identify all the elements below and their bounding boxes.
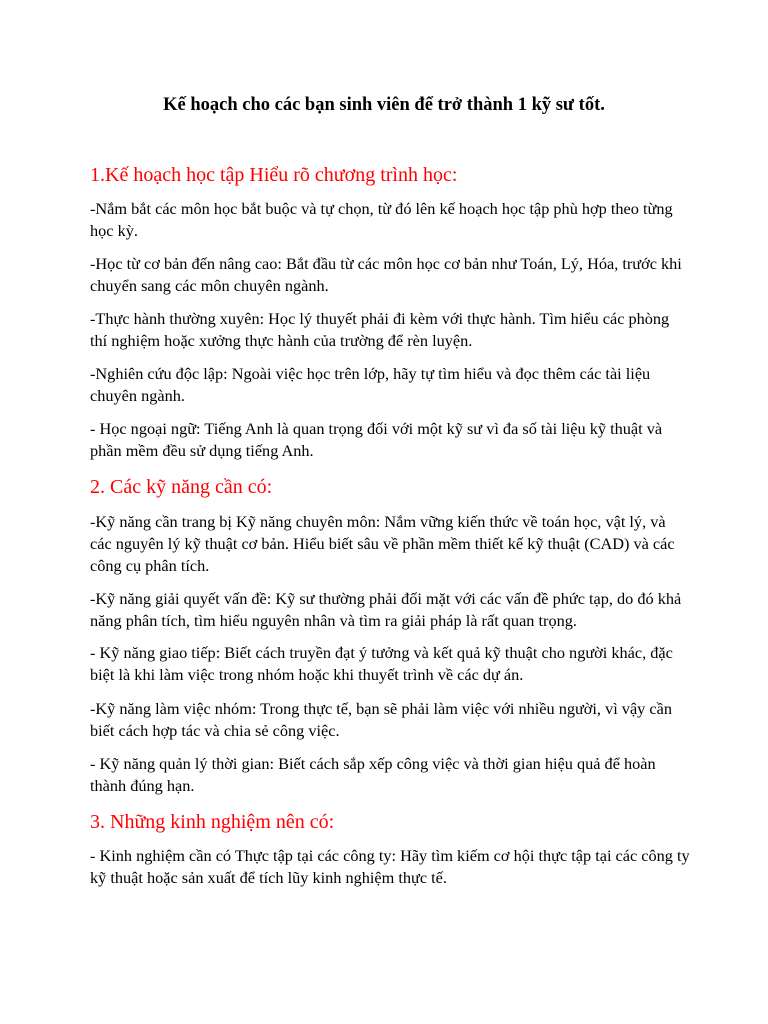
section-heading-study-plan: 1.Kế hoạch học tập Hiểu rõ chương trình học: [90, 164, 458, 186]
paragraph: -Nghiên cứu độc lập: Ngoài việc học trên lớp, hãy tự tìm hiểu và đọc thêm các tài liệu chuyên ngành. [90, 364, 651, 405]
section-heading-experience: 3. Những kinh nghiệm nên có: [90, 811, 335, 833]
section-heading-skills: 2. Các kỹ năng cần có: [90, 476, 273, 498]
document-title: Kế hoạch cho các bạn sinh viên để trở thành 1 kỹ sư tốt. [163, 95, 605, 115]
paragraph: - Kinh nghiệm cần có Thực tập tại các công ty: Hãy tìm kiếm cơ hội thực tập tại các công ty kỹ thuật hoặc sản xuất để tích lũy kinh nghiệm thực tế. [90, 846, 690, 887]
paragraph: -Kỹ năng làm việc nhóm: Trong thực tế, bạn sẽ phải làm việc với nhiều người, vì vậy cần biết cách hợp tác và chia sẻ công việc. [90, 699, 672, 740]
paragraph: - Học ngoại ngữ: Tiếng Anh là quan trọng đối với một kỹ sư vì đa số tài liệu kỹ thuật và phần mềm đều sử dụng tiếng Anh. [90, 419, 663, 460]
paragraph: -Kỹ năng cần trang bị Kỹ năng chuyên môn: Nắm vững kiến thức về toán học, vật lý, và các nguyên lý kỹ thuật cơ bản. Hiểu biết sâu về phần mềm thiết kế kỹ thuật (CAD) và các công cụ phân tích. [90, 512, 675, 575]
paragraph: -Nắm bắt các môn học bắt buộc và tự chọn, từ đó lên kế hoạch học tập phù hợp theo từng học kỳ. [90, 199, 673, 240]
paragraph: -Kỹ năng giải quyết vấn đề: Kỹ sư thường phải đối mặt với các vấn đề phức tạp, do đó khả năng phân tích, tìm hiểu nguyên nhân và tìm ra giải pháp là rất quan trọng. [90, 589, 682, 630]
paragraph: -Học từ cơ bản đến nâng cao: Bắt đầu từ các môn học cơ bản như Toán, Lý, Hóa, trước khi chuyển sang các môn chuyên ngành. [90, 254, 682, 295]
paragraph: - Kỹ năng giao tiếp: Biết cách truyền đạt ý tưởng và kết quả kỹ thuật cho người khác, đặc biệt là khi làm việc trong nhóm hoặc khi thuyết trình về các dự án. [90, 643, 673, 684]
paragraph: - Kỹ năng quản lý thời gian: Biết cách sắp xếp công việc và thời gian hiệu quả để hoàn thành đúng hạn. [90, 754, 656, 795]
paragraph: -Thực hành thường xuyên: Học lý thuyết phải đi kèm với thực hành. Tìm hiểu các phòng thí nghiệm hoặc xưởng thực hành của trường để rèn luyện. [90, 309, 670, 350]
